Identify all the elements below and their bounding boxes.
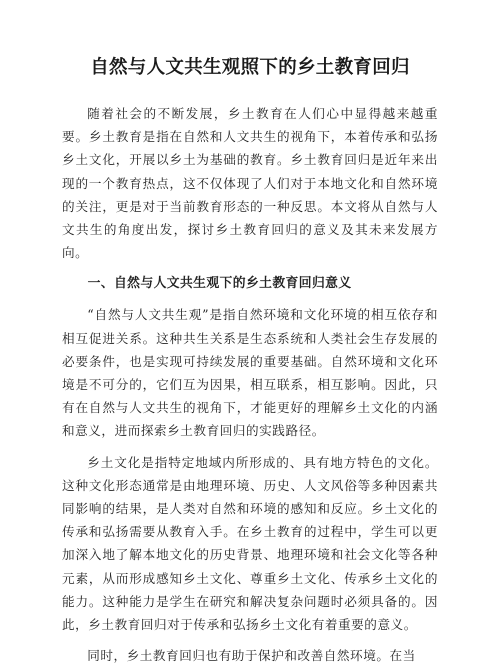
- section-paragraph-3: 同时，乡土教育回归也有助于保护和改善自然环境。在当: [87, 648, 416, 664]
- section-paragraph-2: 乡土文化是指特定地域内所形成的、具有地方特色的文化。这种文化形态通常是由地理环境、历史、人文风俗等多种因素共同影响的结果，是人类对自然和环境的感知和反应。乡土文化的传承和弘扬需要从教育入手。在乡土教育的过程中，学生可以更加深入地了解本地文化的历史背景、地理环境和社会文化等各种元素，从而形成感知乡土文化、尊重乡土文化、传承乡土文化的能力。这种能力是学生在研究和解决复杂问题时必须具备的。因此，乡土教育回归对于传承和弘扬乡土文化有着重要的意义。: [62, 454, 438, 633]
- section-heading: 一、自然与人文共生观下的乡土教育回归意义: [87, 276, 352, 292]
- intro-paragraph: 随着社会的不断发展，乡土教育在人们心中显得越来越重要。乡土教育是指在自然和人文共生的视角下，本着传承和弘扬乡土文化，开展以乡土为基础的教育。乡土教育回归是近年来出现的一个教育热点，这不仅体现了人们对于本地文化和自然环境的关注，更是对于当前教育形态的一种反思。本文将从自然与人文共生的角度出发，探讨乡土教育回归的意义及其未来发展方向。: [62, 106, 438, 261]
- document-title: 自然与人文共生观照下的乡土教育回归: [90, 57, 410, 78]
- section-paragraph-1: “自然与人文共生观”是指自然环境和文化环境的相互依存和相互促进关系。这种共生关系是生态系统和人类社会生存发展的必要条件，也是实现可持续发展的重要基础。自然环境和文化环境是不可分的，它们互为因果，相互联系，相互影响。因此，只有在自然与人文共生的视角下，才能更好的理解乡土文化的内涵和意义，进而探索乡土教育回归的实践路径。: [62, 307, 438, 439]
